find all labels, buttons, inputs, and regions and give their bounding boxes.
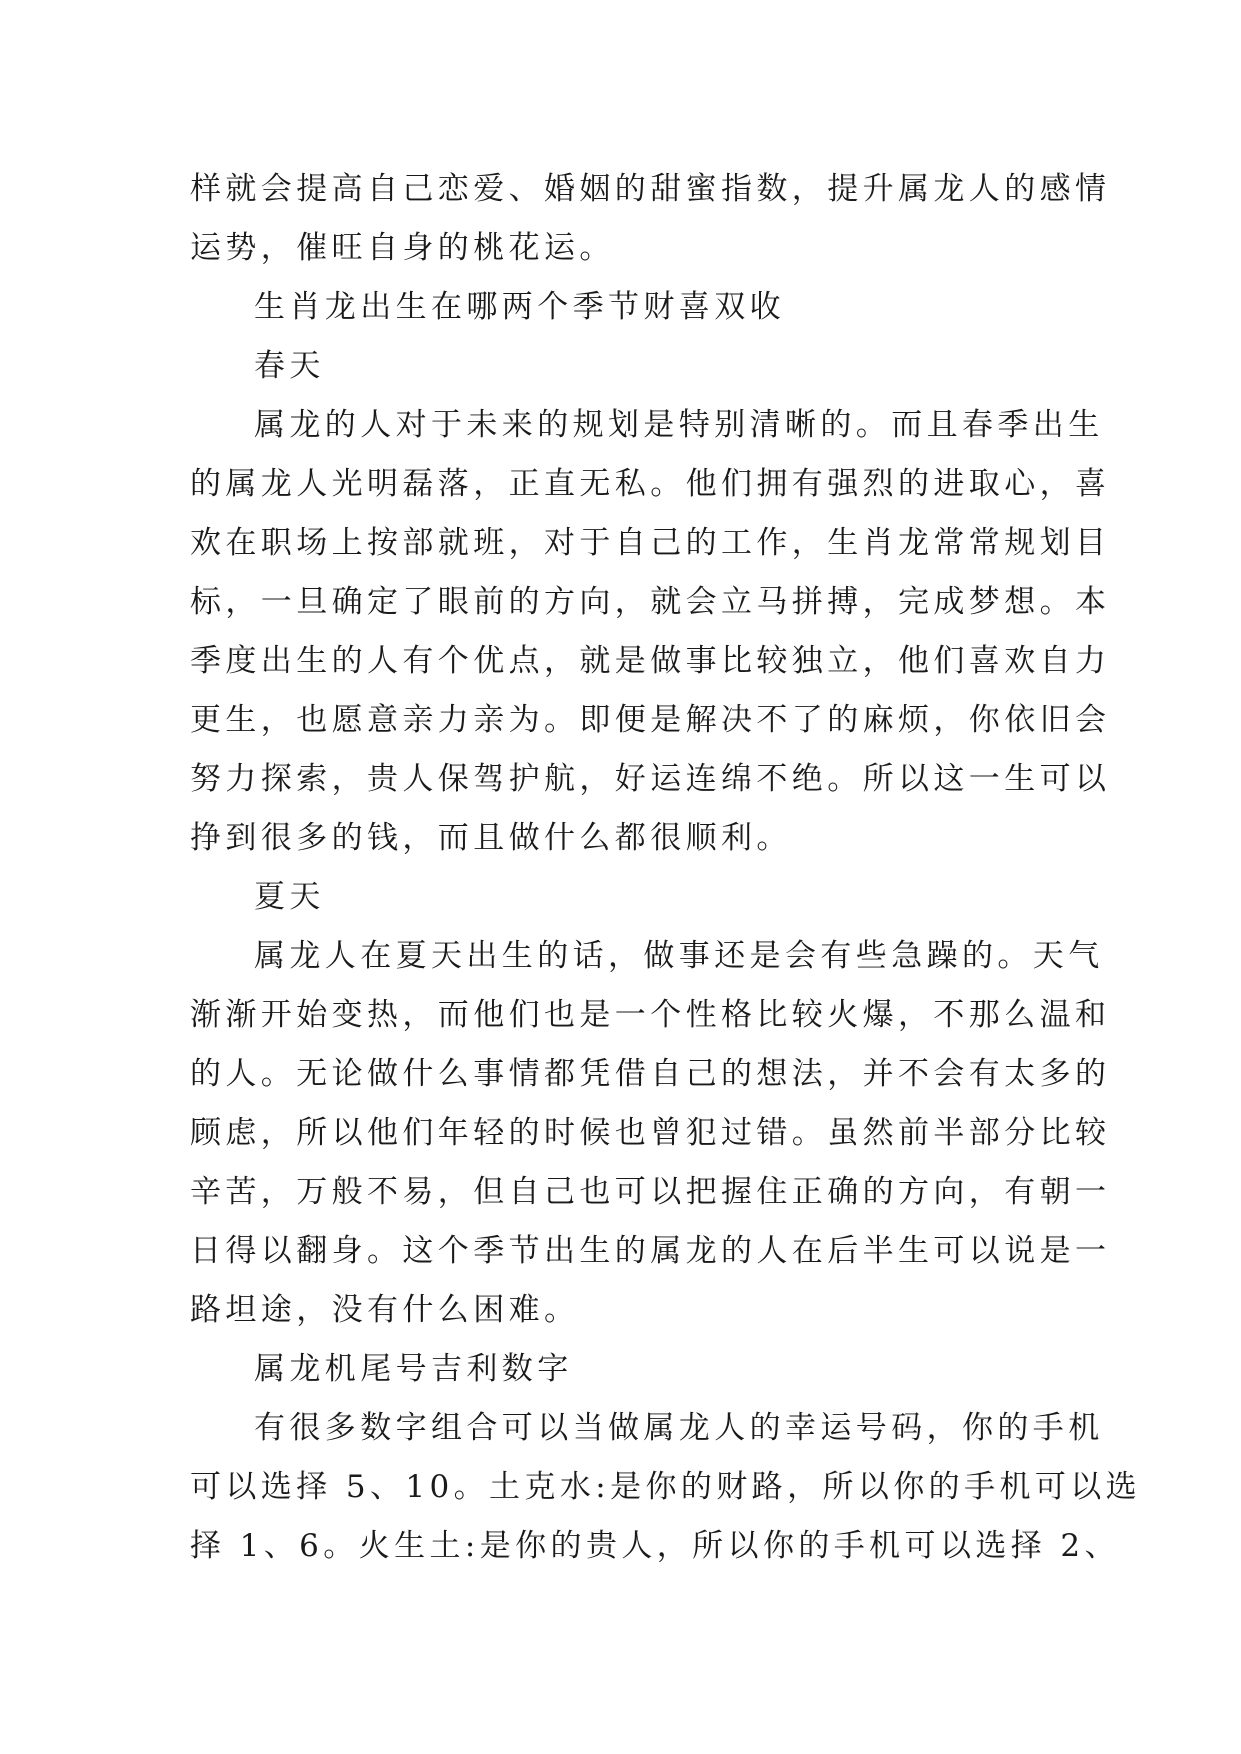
- text-line: 日得以翻身。这个季节出生的属龙的人在后半生可以说是一: [190, 1233, 1111, 1269]
- text-line: 择 1、6。火生土:是你的贵人，所以你的手机可以选择 2、: [190, 1528, 1120, 1564]
- document-page: [190, 160, 1142, 1576]
- text-line: 欢在职场上按部就班，对于自己的工作，生肖龙常常规划目: [190, 525, 1111, 561]
- section-heading: 生肖龙出生在哪两个季节财喜双收: [254, 289, 785, 325]
- text-line: 有很多数字组合可以当做属龙人的幸运号码，你的手机: [254, 1410, 1104, 1446]
- text-line: 更生，也愿意亲力亲为。即便是解决不了的麻烦，你依旧会: [190, 702, 1111, 738]
- text-line: 辛苦，万般不易，但自己也可以把握住正确的方向，有朝一: [190, 1174, 1111, 1210]
- text-line: 路坦途，没有什么困难。: [190, 1292, 580, 1328]
- text-line: 顾虑，所以他们年轻的时候也曾犯过错。虽然前半部分比较: [190, 1115, 1111, 1151]
- text-line: 的人。无论做什么事情都凭借自己的想法，并不会有太多的: [190, 1056, 1111, 1092]
- text-line: 属龙的人对于未来的规划是特别清晰的。而且春季出生: [254, 407, 1104, 443]
- subsection-heading-spring: 春天: [254, 348, 325, 384]
- text-line: 样就会提高自己恋爱、婚姻的甜蜜指数，提升属龙人的感情: [190, 171, 1111, 207]
- text-line: 可以选择 5、10。土克水:是你的财路，所以你的手机可以选: [190, 1469, 1142, 1505]
- text-line: 努力探索，贵人保驾护航，好运连绵不绝。所以这一生可以: [190, 761, 1111, 797]
- subsection-heading-summer: 夏天: [254, 879, 325, 915]
- section-heading: 属龙机尾号吉利数字: [254, 1351, 573, 1387]
- text-line: 渐渐开始变热，而他们也是一个性格比较火爆，不那么温和: [190, 997, 1111, 1033]
- text-line: 属龙人在夏天出生的话，做事还是会有些急躁的。天气: [254, 938, 1104, 974]
- text-line: 标，一旦确定了眼前的方向，就会立马拼搏，完成梦想。本: [190, 584, 1111, 620]
- text-line: 的属龙人光明磊落，正直无私。他们拥有强烈的进取心，喜: [190, 466, 1111, 502]
- text-line: 运势，催旺自身的桃花运。: [190, 230, 615, 266]
- text-line: 挣到很多的钱，而且做什么都很顺利。: [190, 820, 792, 856]
- text-line: 季度出生的人有个优点，就是做事比较独立，他们喜欢自力: [190, 643, 1111, 679]
